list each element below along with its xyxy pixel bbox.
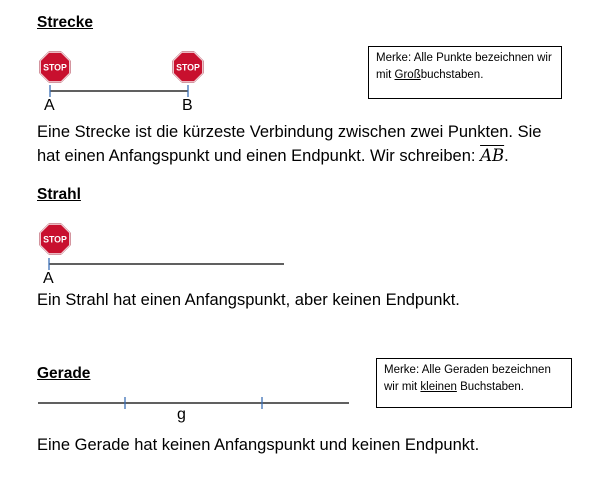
point-a-label: A [44, 97, 55, 114]
gerade-heading: Gerade [37, 365, 91, 382]
merke-punkte-line1: Merke: Alle Punkte bezeichnen wir [376, 52, 552, 64]
strecke-heading: Strecke [37, 14, 94, 31]
merke-punkte-line2: mit Großbuchstaben. [376, 69, 484, 81]
stop-sign-text: STOP [43, 234, 67, 245]
gerade-text: Eine Gerade hat keinen Anfangspunkt und keinen Endpunkt. [37, 436, 480, 454]
stop-sign-text: STOP [43, 62, 67, 73]
strahl-heading: Strahl [37, 186, 81, 203]
ray-point-a-label: A [43, 270, 54, 287]
point-b-label: B [182, 97, 193, 114]
strecke-text: Eine Strecke ist die kürzeste Verbindung zwischen zwei Punkten. Sie hat einen Anfangspunkt und einen Endpunkt. Wir schreiben: $\overline{AB}$. [37, 123, 542, 165]
line-g-label: g [177, 406, 186, 423]
segment-notation: $\overline{AB}$ [480, 146, 505, 165]
merke-geraden-line2: wir mit kleinen Buchstaben. [384, 381, 525, 393]
merke-geraden-line1: Merke: Alle Geraden bezeichnen [384, 364, 551, 376]
strahl-text: Ein Strahl hat einen Anfangspunkt, aber keinen Endpunkt. [37, 291, 460, 309]
stop-sign-text: STOP [176, 62, 200, 73]
